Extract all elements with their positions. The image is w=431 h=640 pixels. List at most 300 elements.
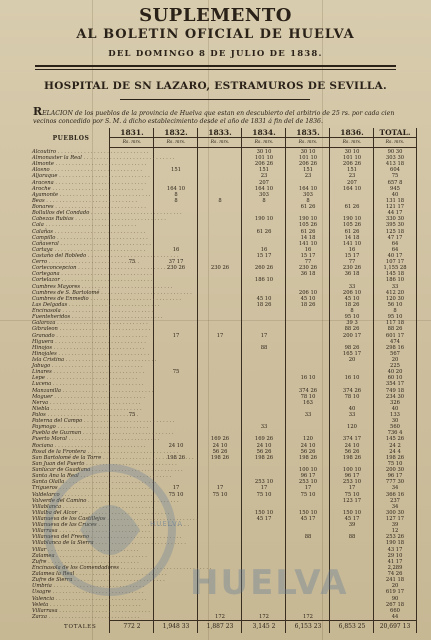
pueblo-name: Cañaveral . . . xyxy=(32,241,110,247)
amount-cell: 33 xyxy=(260,424,268,431)
amount-cell: 41 17 xyxy=(387,558,403,565)
amount-cell: 253 26 xyxy=(385,534,405,541)
amount-cell: 61 26 xyxy=(300,204,316,211)
amount-cell: 164 10 xyxy=(298,185,318,192)
amount-cell: 64 xyxy=(391,240,399,247)
amount-cell: 186 10 xyxy=(385,277,405,284)
amount-cell: 107 17 xyxy=(385,259,405,266)
amount-cell: 16 xyxy=(304,246,312,253)
pueblo-name: Villablanca . . . xyxy=(32,504,110,510)
amount-cell: 24 10 xyxy=(300,442,316,449)
amount-cell: 165 17 xyxy=(342,350,362,357)
amount-cell: 98 26 xyxy=(344,344,360,351)
pueblo-name: Ayamonte . . . xyxy=(32,192,110,198)
amount-cell: 33 xyxy=(304,412,312,419)
amount-cell: 172 xyxy=(259,613,269,620)
amount-cell: 198 26 xyxy=(298,454,318,461)
amount-cell: 40 20 xyxy=(387,369,403,376)
amount-cell: 619 17 xyxy=(385,589,405,596)
amount-cell: 164 10 xyxy=(342,185,362,192)
amount-cell: 16 xyxy=(260,246,268,253)
amount-cell: 200 30 xyxy=(385,467,405,474)
amount-cell: 96 17 xyxy=(387,473,403,480)
amount-cell: 12 xyxy=(391,528,399,535)
col-subheader: Rs. mrs. xyxy=(210,140,230,145)
amount-cell: 20 xyxy=(391,583,399,590)
amount-cell: 206 26 xyxy=(342,161,362,168)
amount-cell: 17 xyxy=(172,332,180,339)
amount-cell: 40 xyxy=(348,405,356,412)
amount-cell: 8 xyxy=(174,191,178,198)
pueblo-name: Palos . . . xyxy=(32,412,110,418)
amount-cell: 395 30 xyxy=(385,222,405,229)
amount-cell: 88 xyxy=(304,534,312,541)
amount-cell: 164 10 xyxy=(166,185,186,192)
amount-cell: 601 17 xyxy=(385,332,405,339)
amount-cell: 95 10 xyxy=(387,314,403,321)
amount-cell: 45 17 xyxy=(256,516,272,522)
col-subheader: Rs. mrs. xyxy=(298,140,318,145)
amount-cell: 8 xyxy=(393,308,397,315)
amount-cell: 172 xyxy=(303,613,313,620)
amount-cell: 133 xyxy=(390,412,400,419)
amount-cell: 330 30 xyxy=(385,216,405,223)
amount-cell: 413 18 xyxy=(385,161,405,168)
amount-cell: 105 26 xyxy=(298,222,318,229)
amount-cell: 303 xyxy=(303,191,313,198)
col-header-5: 1836. xyxy=(340,128,364,137)
amount-cell: 567 xyxy=(390,350,400,357)
amount-cell: 17 xyxy=(172,485,180,492)
pueblo-name: Cumbres de S. Bartolomé . . . xyxy=(32,290,110,296)
amount-cell: 17 xyxy=(216,485,224,492)
amount-cell: 44 17 xyxy=(387,210,403,217)
amount-cell: 253 10 xyxy=(342,479,362,486)
amount-cell: 20 xyxy=(391,356,399,363)
amount-cell: 169 26 xyxy=(210,436,230,443)
col-subheader: Rs. mrs. xyxy=(122,140,142,145)
amount-cell: 120 30 xyxy=(385,295,405,302)
col-header-pueblos: PUEBLOS xyxy=(52,135,90,142)
amount-cell: 96 17 xyxy=(300,473,316,480)
amount-cell: 127 17 xyxy=(385,516,405,522)
amount-cell: 78 10 xyxy=(300,393,316,400)
amount-cell: 120 xyxy=(303,436,313,443)
col-header-6: TOTAL. xyxy=(379,128,411,137)
amount-cell: 412 20 xyxy=(385,289,405,296)
amount-cell: 18 26 xyxy=(344,301,360,308)
amount-cell: 777 30 xyxy=(385,479,405,486)
amount-cell: 20 xyxy=(348,356,356,363)
amount-cell: 88 xyxy=(348,534,356,541)
amount-cell: 145 18 xyxy=(385,271,405,278)
amount-cell: 96 17 xyxy=(344,473,360,480)
amount-cell: 131 18 xyxy=(385,197,405,204)
bulletin-subtitle: AL BOLETIN OFICIAL DE HUELVA xyxy=(76,27,355,42)
pueblo-name: Paymogo . . . xyxy=(32,424,110,430)
amount-cell: 30 10 xyxy=(344,149,360,155)
amount-cell: 56 26 xyxy=(212,448,228,455)
amount-cell: 34 xyxy=(391,503,399,510)
pueblo-name: Cumbres de Enmedio . . . xyxy=(32,296,110,302)
pueblo-name: Hinojales . . . xyxy=(32,351,110,357)
pueblo-name: Rociana . . . xyxy=(32,443,110,449)
amount-cell: 74 26 xyxy=(387,571,403,578)
amount-cell: 16 10 xyxy=(300,375,316,382)
hospital-rule xyxy=(120,99,310,100)
amount-cell: 75 xyxy=(172,369,180,376)
amount-cell: 8 xyxy=(350,308,354,315)
amount-cell: 206 26 xyxy=(254,161,274,168)
amount-cell: 39 xyxy=(391,522,399,529)
amount-cell: 150 10 xyxy=(342,509,362,516)
amount-cell: 75 xyxy=(128,259,136,266)
amount-cell: 190 10 xyxy=(254,216,274,223)
pueblo-name: Galaroza . . . xyxy=(32,320,110,326)
pueblo-name: Castaño del Robledo . . . xyxy=(32,253,110,259)
amount-cell: 141 10 xyxy=(342,240,362,247)
pueblo-name: Umbria . . . xyxy=(32,583,110,589)
amount-cell: 225 xyxy=(390,363,400,370)
pueblo-name: Encinasola . . . xyxy=(32,308,110,314)
amount-cell: 15 17 xyxy=(256,252,272,259)
amount-cell: 207 xyxy=(347,179,357,186)
pueblo-name: Manzanilla . . . xyxy=(32,388,110,394)
pueblo-name: Cabezas Rubias . . . xyxy=(32,216,110,222)
amount-cell: 61 26 xyxy=(300,228,316,235)
amount-cell: 39 3 xyxy=(346,320,358,327)
amount-cell: 374 26 xyxy=(342,387,362,394)
amount-cell: 23 xyxy=(260,173,268,180)
amount-cell: 230 26 xyxy=(298,265,318,272)
column-rule xyxy=(416,128,417,633)
amount-cell: 198 26 xyxy=(342,454,362,461)
pueblo-name: Santa Ana la Real . . . xyxy=(32,473,110,479)
pueblo-name: Valdelarco . . . xyxy=(32,492,110,498)
amount-cell: 90 30 xyxy=(387,149,403,155)
amount-cell: 121 17 xyxy=(385,204,405,211)
totals-row xyxy=(32,621,416,633)
col-subheader: Rs. mrs. xyxy=(166,140,186,145)
amount-cell: 77 xyxy=(348,259,356,266)
pueblo-name: Granado . . . xyxy=(32,333,110,339)
amount-cell: 40 xyxy=(391,191,399,198)
amount-cell: 45 10 xyxy=(344,295,360,302)
amount-cell: 64 xyxy=(391,246,399,253)
pueblo-name: Cartaya . . . xyxy=(32,247,110,253)
amount-cell: 100 10 xyxy=(342,467,362,474)
amount-cell: 105 26 xyxy=(342,222,362,229)
amount-cell: 145 26 xyxy=(385,436,405,443)
pueblo-name: Paterna del Campo . . . xyxy=(32,418,110,424)
amount-cell: 150 10 xyxy=(298,509,318,516)
amount-cell: 88 xyxy=(260,344,268,351)
amount-cell: 36 18 xyxy=(344,271,360,278)
col-subheader: Rs. mrs. xyxy=(254,140,274,145)
pueblo-name: Cerro . . . xyxy=(32,259,110,265)
amount-cell: 749 18 xyxy=(385,387,405,394)
pueblo-name: Zalamea . . . xyxy=(32,553,110,559)
amount-cell: 45 17 xyxy=(300,516,316,522)
amount-cell: 8 xyxy=(262,197,266,204)
amount-cell: 56 10 xyxy=(387,301,403,308)
amount-cell: 75 10 xyxy=(387,460,403,467)
amount-cell: 198 26 xyxy=(210,454,230,461)
total-cell: 1,887 23 xyxy=(206,623,234,630)
drop-cap: R xyxy=(33,105,43,118)
amount-cell: 17 xyxy=(260,332,268,339)
pueblo-name: Almonte . . . xyxy=(32,161,110,167)
total-cell: 772 2 xyxy=(123,623,141,630)
amount-cell: 190 10 xyxy=(342,216,362,223)
amount-cell: 18 26 xyxy=(256,301,272,308)
amount-cell: 39 xyxy=(348,522,356,529)
amount-cell: 230 26 xyxy=(166,265,186,272)
amount-cell: 75 xyxy=(128,412,136,419)
amount-cell: 374 17 xyxy=(342,436,362,443)
amount-cell: 253 10 xyxy=(254,479,274,486)
col-header-1: 1832. xyxy=(164,128,188,137)
pueblo-name: Corteconcepcion . . . xyxy=(32,265,110,271)
date-line: DEL DOMINGO 8 DE JULIO DE 1838. xyxy=(108,49,323,59)
amount-cell: 151 xyxy=(347,167,357,174)
pueblo-name: Veleta . . . xyxy=(32,602,110,608)
total-cell: 1,948 33 xyxy=(162,623,190,630)
amount-cell: 253 10 xyxy=(298,479,318,486)
amount-cell: 78 10 xyxy=(344,393,360,400)
amount-cell: 298 16 xyxy=(385,344,405,351)
amount-cell: 300 30 xyxy=(385,509,405,516)
amount-cell: 24 10 xyxy=(344,442,360,449)
pueblo-name: Zufre de Sierra . . . xyxy=(32,577,110,583)
amount-cell: 23 xyxy=(348,173,356,180)
pueblo-name: Villalba del Alcor . . . xyxy=(32,510,110,516)
amount-cell: 190 10 xyxy=(298,216,318,223)
amount-cell: 44 xyxy=(391,613,399,620)
pueblo-name: Cumbres Mayores . . . xyxy=(32,284,110,290)
pueblo-name: Almonaster la Real . . . xyxy=(32,155,110,161)
pueblo-name: Trigueros . . . xyxy=(32,485,110,491)
amount-cell: 326 xyxy=(390,399,400,406)
amount-cell: 207 xyxy=(259,179,269,186)
total-cell: 3,145 2 xyxy=(252,623,276,630)
amount-cell: 75 xyxy=(391,173,399,180)
amount-cell: 560 xyxy=(390,424,400,431)
amount-cell: 303 xyxy=(259,191,269,198)
archive-stamp-watermark: HUELVA xyxy=(190,563,349,603)
pueblo-name: Hinojos . . . xyxy=(32,345,110,351)
col-header-4: 1835. xyxy=(296,128,320,137)
total-cell: 6,853 25 xyxy=(338,623,366,630)
amount-cell: 75 10 xyxy=(168,491,184,498)
amount-cell: 123 17 xyxy=(342,497,362,504)
pueblo-name: Aroche . . . xyxy=(32,186,110,192)
amount-cell: 125 18 xyxy=(385,228,405,235)
intro-text: ELACION de los pueblos de la provincia de Huelva que estan en descubierto del arbitrio de 25 rs. por cada cien vecinos concedido por S. M. á dicho establecimiento desde el año de 1831 á fin del de 1836. xyxy=(33,110,395,125)
archive-stamp-emblem-icon xyxy=(40,440,180,620)
pueblo-name: Jabugo . . . xyxy=(32,363,110,369)
amount-cell: 200 17 xyxy=(342,332,362,339)
amount-cell: 24 10 xyxy=(256,442,272,449)
amount-cell: 15 17 xyxy=(300,252,316,259)
amount-cell: 163 xyxy=(303,399,313,406)
amount-cell: 24 2 xyxy=(389,442,401,449)
amount-cell: 40 xyxy=(391,405,399,412)
amount-cell: 172 xyxy=(215,613,225,620)
amount-cell: 14 18 xyxy=(300,234,316,241)
amount-cell: 16 10 xyxy=(344,375,360,382)
pueblo-name: Zufre . . . xyxy=(32,559,110,565)
amount-cell: 16 xyxy=(172,246,180,253)
amount-cell: 40 17 xyxy=(387,252,403,259)
pueblo-name: San Bartolomé de la Torre . . . xyxy=(32,455,110,461)
amount-cell: 474 xyxy=(390,338,400,345)
amount-cell: 75 10 xyxy=(344,491,360,498)
pueblo-name: Santa Olalla . . . xyxy=(32,479,110,485)
amount-cell: 267 18 xyxy=(385,601,405,608)
amount-cell: 241 18 xyxy=(385,577,405,584)
pueblo-name: Encinasola de los Comendadores . . . xyxy=(32,565,110,571)
amount-cell: 61 26 xyxy=(344,204,360,211)
pueblo-name: Puerto Moral . . . xyxy=(32,436,110,442)
header-rule xyxy=(35,65,396,67)
amount-cell: 101 10 xyxy=(298,155,318,162)
col-header-0: 1831. xyxy=(120,128,144,137)
amount-cell: 186 10 xyxy=(254,277,274,284)
amount-cell: 1,155 28 xyxy=(383,265,407,272)
amount-cell: 30 xyxy=(391,418,399,425)
amount-cell: 16 xyxy=(348,246,356,253)
amount-cell: 100 10 xyxy=(298,467,318,474)
pueblo-name: Villanueva de los Castillejos . . . xyxy=(32,516,110,522)
amount-cell: 88 26 xyxy=(387,326,403,333)
total-cell: 6,153 23 xyxy=(294,623,322,630)
pueblo-name: Villablanca de la Sierra . . . xyxy=(32,540,110,546)
amount-cell: 17 xyxy=(304,485,312,492)
header-rule xyxy=(35,69,396,70)
amount-cell: 101 10 xyxy=(254,155,274,162)
amount-cell: 206 10 xyxy=(298,289,318,296)
pueblo-name: Cala . . . xyxy=(32,222,110,228)
amount-cell: 56 26 xyxy=(256,448,272,455)
pueblo-name: Lepe . . . xyxy=(32,375,110,381)
amount-cell: 17 xyxy=(216,332,224,339)
amount-cell: 47 17 xyxy=(387,234,403,241)
amount-cell: 234 30 xyxy=(385,393,405,400)
amount-cell: 17 xyxy=(348,485,356,492)
amount-cell: 60 10 xyxy=(387,375,403,382)
amount-cell: 303 30 xyxy=(385,155,405,162)
pueblo-name: Campillo . . . xyxy=(32,235,110,241)
amount-cell: 150 10 xyxy=(254,509,274,516)
amount-cell: 77 xyxy=(304,259,312,266)
intro-paragraph xyxy=(33,105,403,125)
amount-cell: 45 10 xyxy=(256,295,272,302)
pueblo-name: Villarrasa . . . xyxy=(32,608,110,614)
amount-cell: 366 16 xyxy=(385,491,405,498)
amount-cell: 75 10 xyxy=(256,491,272,498)
pueblo-name: Bonares . . . xyxy=(32,204,110,210)
pueblo-name: Villanueva de las Cruces . . . xyxy=(32,522,110,528)
amount-cell: 30 10 xyxy=(300,149,316,155)
pueblo-name: Cortegana . . . xyxy=(32,271,110,277)
amount-cell: 206 10 xyxy=(342,289,362,296)
amount-cell: 117 18 xyxy=(385,320,405,327)
amount-cell: 30 10 xyxy=(256,149,272,155)
amount-cell: 45 17 xyxy=(344,516,360,522)
pueblo-name: Calañas . . . xyxy=(32,229,110,235)
amount-cell: 604 xyxy=(390,167,400,174)
amount-cell: 230 26 xyxy=(342,265,362,272)
amount-cell: 56 26 xyxy=(344,448,360,455)
amount-cell: 33 xyxy=(348,412,356,419)
pueblo-name: Sanlúcar de Guadiana . . . xyxy=(32,467,110,473)
col-subheader: Rs. mrs. xyxy=(385,140,405,145)
amount-cell: 33 xyxy=(348,283,356,290)
amount-cell: 198 26 xyxy=(166,454,186,461)
col-subheader: Rs. mrs. xyxy=(342,140,362,145)
amount-cell: 151 xyxy=(171,167,181,174)
amount-cell: 17 xyxy=(260,485,268,492)
amount-cell: 88 26 xyxy=(344,326,360,333)
amount-cell: 24 10 xyxy=(212,442,228,449)
amount-cell: 8 xyxy=(306,197,310,204)
pueblo-name: Lucena . . . xyxy=(32,381,110,387)
amount-cell: 24 4 xyxy=(389,448,401,455)
pueblo-name: Higuera . . . xyxy=(32,339,110,345)
pueblo-name: Fuenteheridos . . . xyxy=(32,314,110,320)
amount-cell: 374 26 xyxy=(298,387,318,394)
pueblo-name: Villar . . . xyxy=(32,547,110,553)
totals-label: TOTALES xyxy=(64,624,97,630)
pueblo-name: Cortelazor . . . xyxy=(32,277,110,283)
amount-cell: 33 xyxy=(391,283,399,290)
amount-cell: 23 xyxy=(304,173,312,180)
amount-cell: 36 18 xyxy=(300,271,316,278)
pueblo-name: Beas . . . xyxy=(32,198,110,204)
amount-cell: 18 26 xyxy=(300,301,316,308)
hospital-heading: HOSPITAL DE SN LAZARO, ESTRAMUROS DE SEVILLA. xyxy=(43,80,388,92)
amount-cell: 736 4 xyxy=(387,430,403,437)
pueblo-name: Puebla de Guzman . . . xyxy=(32,430,110,436)
amount-cell: 354 17 xyxy=(385,381,405,388)
pueblo-name: San Juan del Puerto . . . xyxy=(32,461,110,467)
amount-cell: 15 17 xyxy=(344,252,360,259)
pueblo-name: Isla Cristina . . . xyxy=(32,357,110,363)
pueblo-name: Villanueva del Fresno . . . xyxy=(32,534,110,540)
pueblo-name: Aracena . . . xyxy=(32,180,110,186)
amount-cell: 169 26 xyxy=(254,436,274,443)
amount-cell: 260 26 xyxy=(254,265,274,272)
amount-cell: 24 10 xyxy=(168,442,184,449)
pueblo-name: Alosno . . . xyxy=(32,167,110,173)
pueblo-name: Villarrasa . . . xyxy=(32,528,110,534)
amount-cell: 45 10 xyxy=(300,295,316,302)
amount-cell: 56 26 xyxy=(300,448,316,455)
row-rule xyxy=(109,147,416,148)
pueblo-name: Zalamea la Real . . . xyxy=(32,571,110,577)
amount-cell: 660 xyxy=(390,607,400,614)
amount-cell: 61 26 xyxy=(256,228,272,235)
pueblo-name: Aljaraque . . . xyxy=(32,173,110,179)
amount-cell: 151 xyxy=(303,167,313,174)
amount-cell: 230 26 xyxy=(210,265,230,272)
col-header-3: 1834. xyxy=(252,128,276,137)
pueblo-name: Linares . . . xyxy=(32,369,110,375)
amount-cell: 198 26 xyxy=(385,454,405,461)
amount-cell: 164 10 xyxy=(254,185,274,192)
amount-cell: 237 xyxy=(390,497,400,504)
